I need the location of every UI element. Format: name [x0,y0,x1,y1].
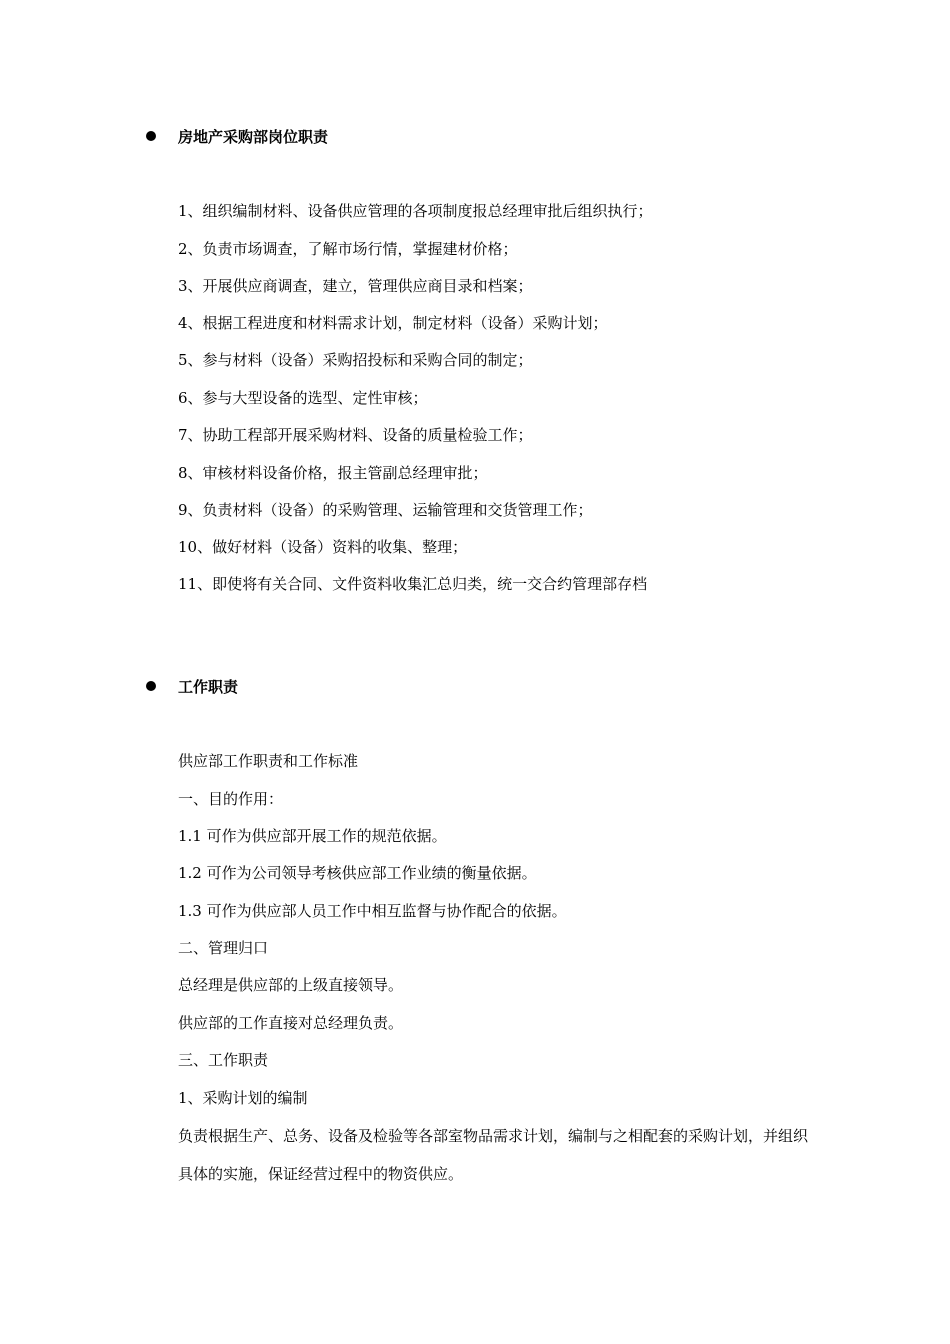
text-line: 1.1 可作为供应部开展工作的规范依据。 [178,827,447,845]
list-item: 2、负责市场调查，了解市场行情，掌握建材价格； [178,240,518,258]
list-item: 3、开展供应商调查，建立，管理供应商目录和档案； [178,277,533,295]
section-heading-procurement-duties [146,124,328,148]
text-line: 1.3 可作为供应部人员工作中相互监督与协作配合的依据。 [178,902,567,920]
text-line: 1、采购计划的编制 [178,1089,308,1107]
section-title: 房地产采购部岗位职责 [178,127,329,146]
subtitle: 供应部工作职责和工作标准 [178,752,359,770]
list-item: 10、做好材料（设备）资料的收集、整理； [178,538,468,556]
list-item: 9、负责材料（设备）的采购管理、运输管理和交货管理工作； [178,501,593,519]
list-item: 1、组织编制材料、设备供应管理的各项制度报总经理审批后组织执行； [178,202,653,220]
text-line: 1.2 可作为公司领导考核供应部工作业绩的衡量依据。 [178,864,537,882]
section-heading-work-duties [146,674,238,698]
text-line: 总经理是供应部的上级直接领导。 [178,976,404,994]
text-line: 一、目的作用： [178,790,284,808]
list-item: 8、审核材料设备价格，报主管副总经理审批； [178,464,488,482]
list-item: 5、参与材料（设备）采购招投标和采购合同的制定； [178,351,533,369]
list-item: 6、参与大型设备的选型、定性审核； [178,389,428,407]
list-item: 4、根据工程进度和材料需求计划，制定材料（设备）采购计划； [178,314,608,332]
text-line: 供应部的工作直接对总经理负责。 [178,1014,404,1032]
paragraph: 负责根据生产、总务、设备及检验等各部室物品需求计划，编制与之相配套的采购计划，并组织具体的实施，保证经营过程中的物资供应。 [178,1127,809,1183]
text-line: 二、管理归口 [178,939,269,957]
bullet-icon [146,131,156,141]
list-item: 11、即使将有关合同、文件资料收集汇总归类，统一交合约管理部存档 [178,575,648,593]
list-item: 7、协助工程部开展采购材料、设备的质量检验工作； [178,426,533,444]
text-line: 三、工作职责 [178,1051,269,1069]
section-title: 工作职责 [178,677,239,696]
bullet-icon [146,681,156,691]
